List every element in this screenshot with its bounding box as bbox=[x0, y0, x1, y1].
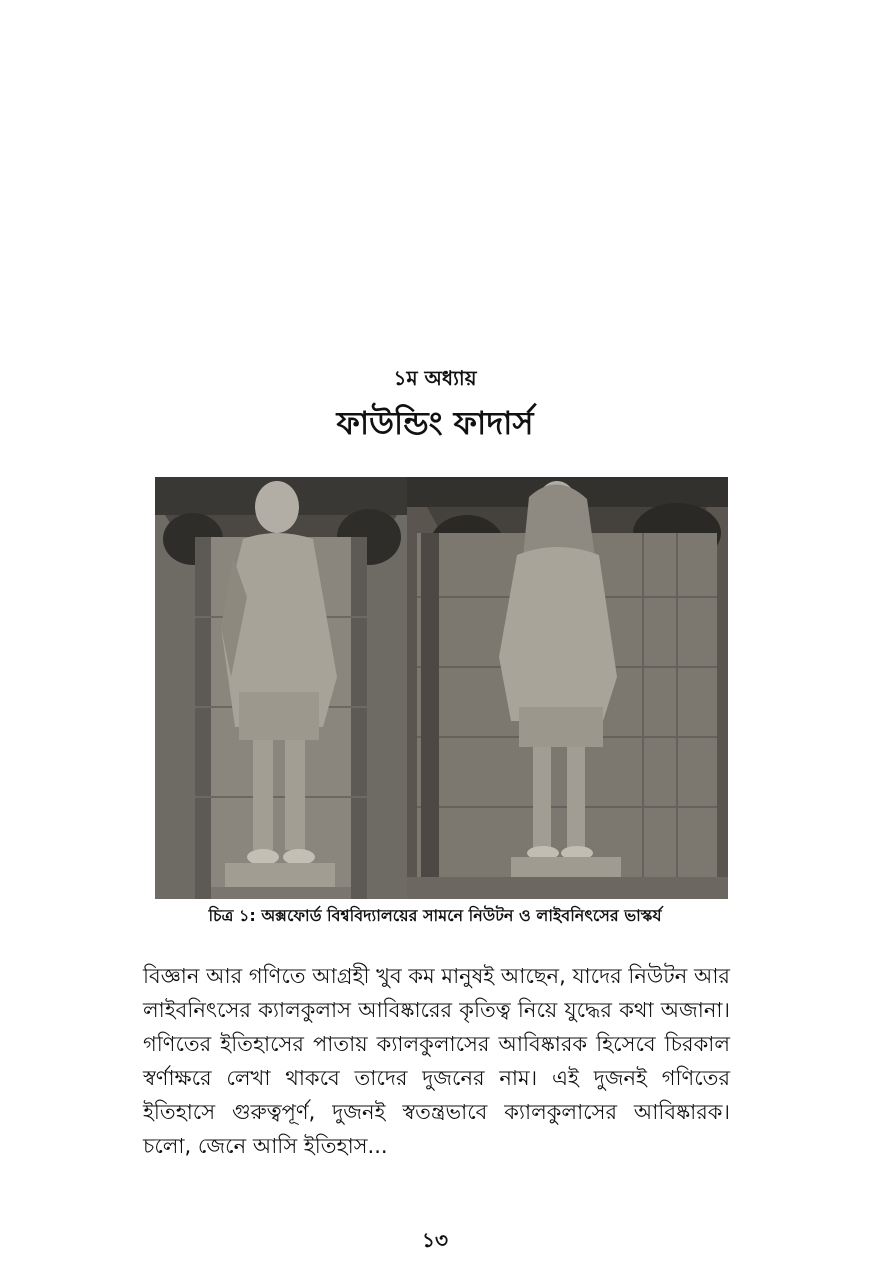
figure-statues bbox=[155, 477, 728, 899]
page-number: ১৩ bbox=[422, 1228, 448, 1252]
body-paragraph: বিজ্ঞান আর গণিতে আগ্রহী খুব কম মানুষই আছেন, যাদের নিউটন আর লাইবনিৎসের ক্যালকুলাস আবিষ্কারের কৃতিত্ব নিয়ে যুদ্ধের কথা অজানা। গণিতের ইতিহাসের পাতায় ক্যালকুলাসের আবিষ্কারক হিসেবে চিরকাল স্বর্ণাক্ষরে লেখা থাকবে তাদের দুজনের নাম। এই দুজনই গণিতের ইতিহাসে গুরুত্বপূর্ণ, দুজনই স্বতন্ত্রভাবে ক্যালকুলাসের আবিষ্কারক। চলো, জেনে আসি ইতিহাস... bbox=[143, 964, 730, 1158]
chapter-label: ১ম অধ্যায় bbox=[393, 366, 477, 390]
chapter-title: ফাউন্ডিং ফাদার্স bbox=[336, 404, 534, 442]
newton-statue-photo bbox=[155, 477, 407, 899]
leibniz-statue-photo bbox=[407, 477, 728, 899]
figure-caption: চিত্র ১: অক্সফোর্ড বিশ্ববিদ্যালয়ের সামনে নিউটন ও লাইবনিৎসের ভাস্কর্য bbox=[208, 906, 662, 925]
